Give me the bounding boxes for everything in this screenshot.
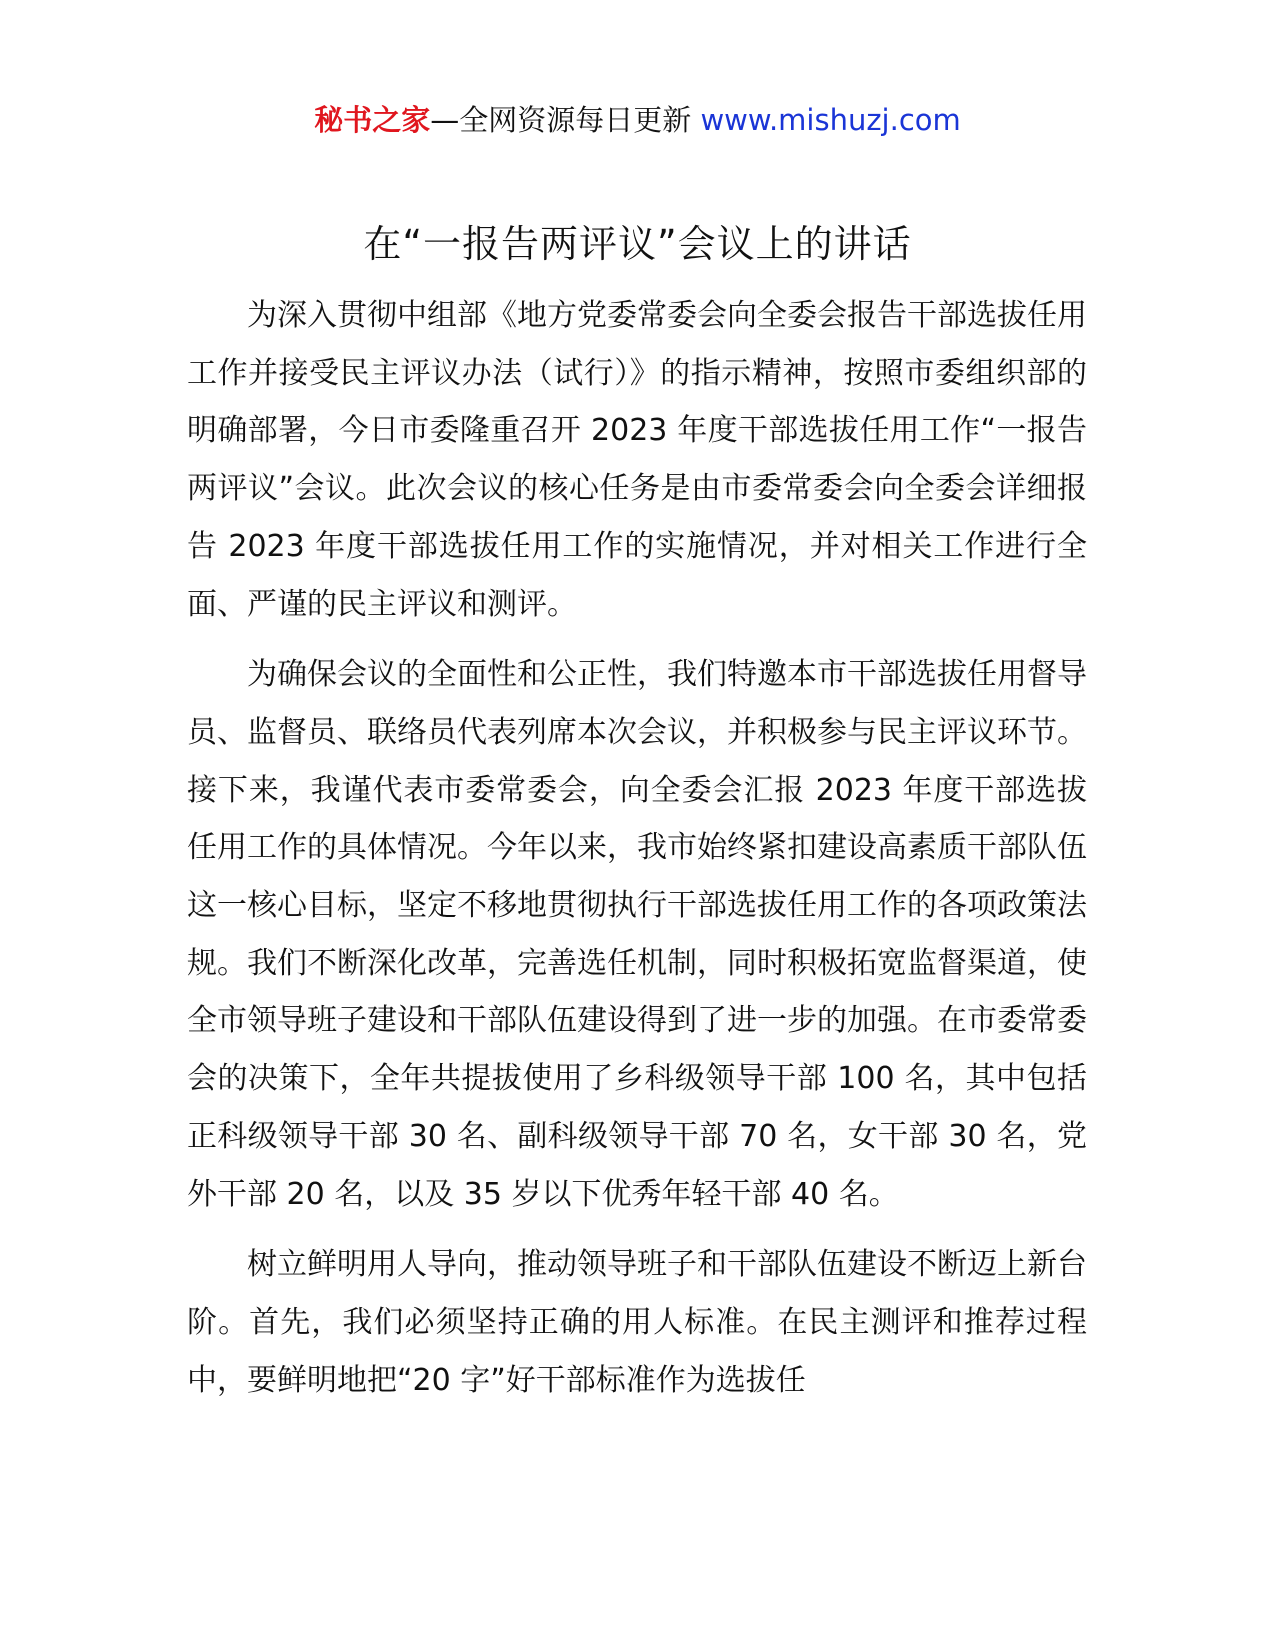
document-body (187, 287, 1087, 1422)
header-tagline: —全网资源每日更新 (430, 103, 701, 137)
brand-name: 秘书之家 (314, 103, 431, 137)
site-url: www.mishuzj.com (700, 103, 961, 137)
site-header (0, 100, 1275, 140)
paragraph-3: 树立鲜明用人导向，推动领导班子和干部队伍建设不断迈上新台阶。首先，我们必须坚持正确的用人标准。在民主测评和推荐过程中，要鲜明地把“20 字”好干部标准作为选拔任 (187, 1247, 1087, 1398)
document-title: 在“一报告两评议”会议上的讲话 (363, 222, 912, 266)
paragraph-1: 为深入贯彻中组部《地方党委常委会向全委会报告干部选拔任用工作并接受民主评议办法（试行）》的指示精神，按照市委组织部的明确部署，今日市委隆重召开 2023 年度干部选拔任用工作“一报告两评议”会议。此次会议的核心任务是由市委常委会向全委会详细报告 2023 年度干部选拔任用工作的实施情况，并对相关工作进行全面、严谨的民主评议和测评。 (187, 298, 1087, 622)
paragraph-2: 为确保会议的全面性和公正性，我们特邀本市干部选拔任用督导员、监督员、联络员代表列席本次会议，并积极参与民主评议环节。接下来，我谨代表市委常委会，向全委会汇报 2023 年度干部选拔任用工作的具体情况。今年以来，我市始终紧扣建设高素质干部队伍这一核心目标，坚定不移地贯彻执行干部选拔任用工作的各项政策法规。我们不断深化改革，完善选任机制，同时积极拓宽监督渠道，使全市领导班子建设和干部队伍建设得到了进一步的加强。在市委常委会的决策下，全年共提拔使用了乡科级领导干部 100 名，其中包括正科级领导干部 30 名、副科级领导干部 70 名，女干部 30 名，党外干部 20 名，以及 35 岁以下优秀年轻干部 40 名。 (187, 657, 1087, 1212)
